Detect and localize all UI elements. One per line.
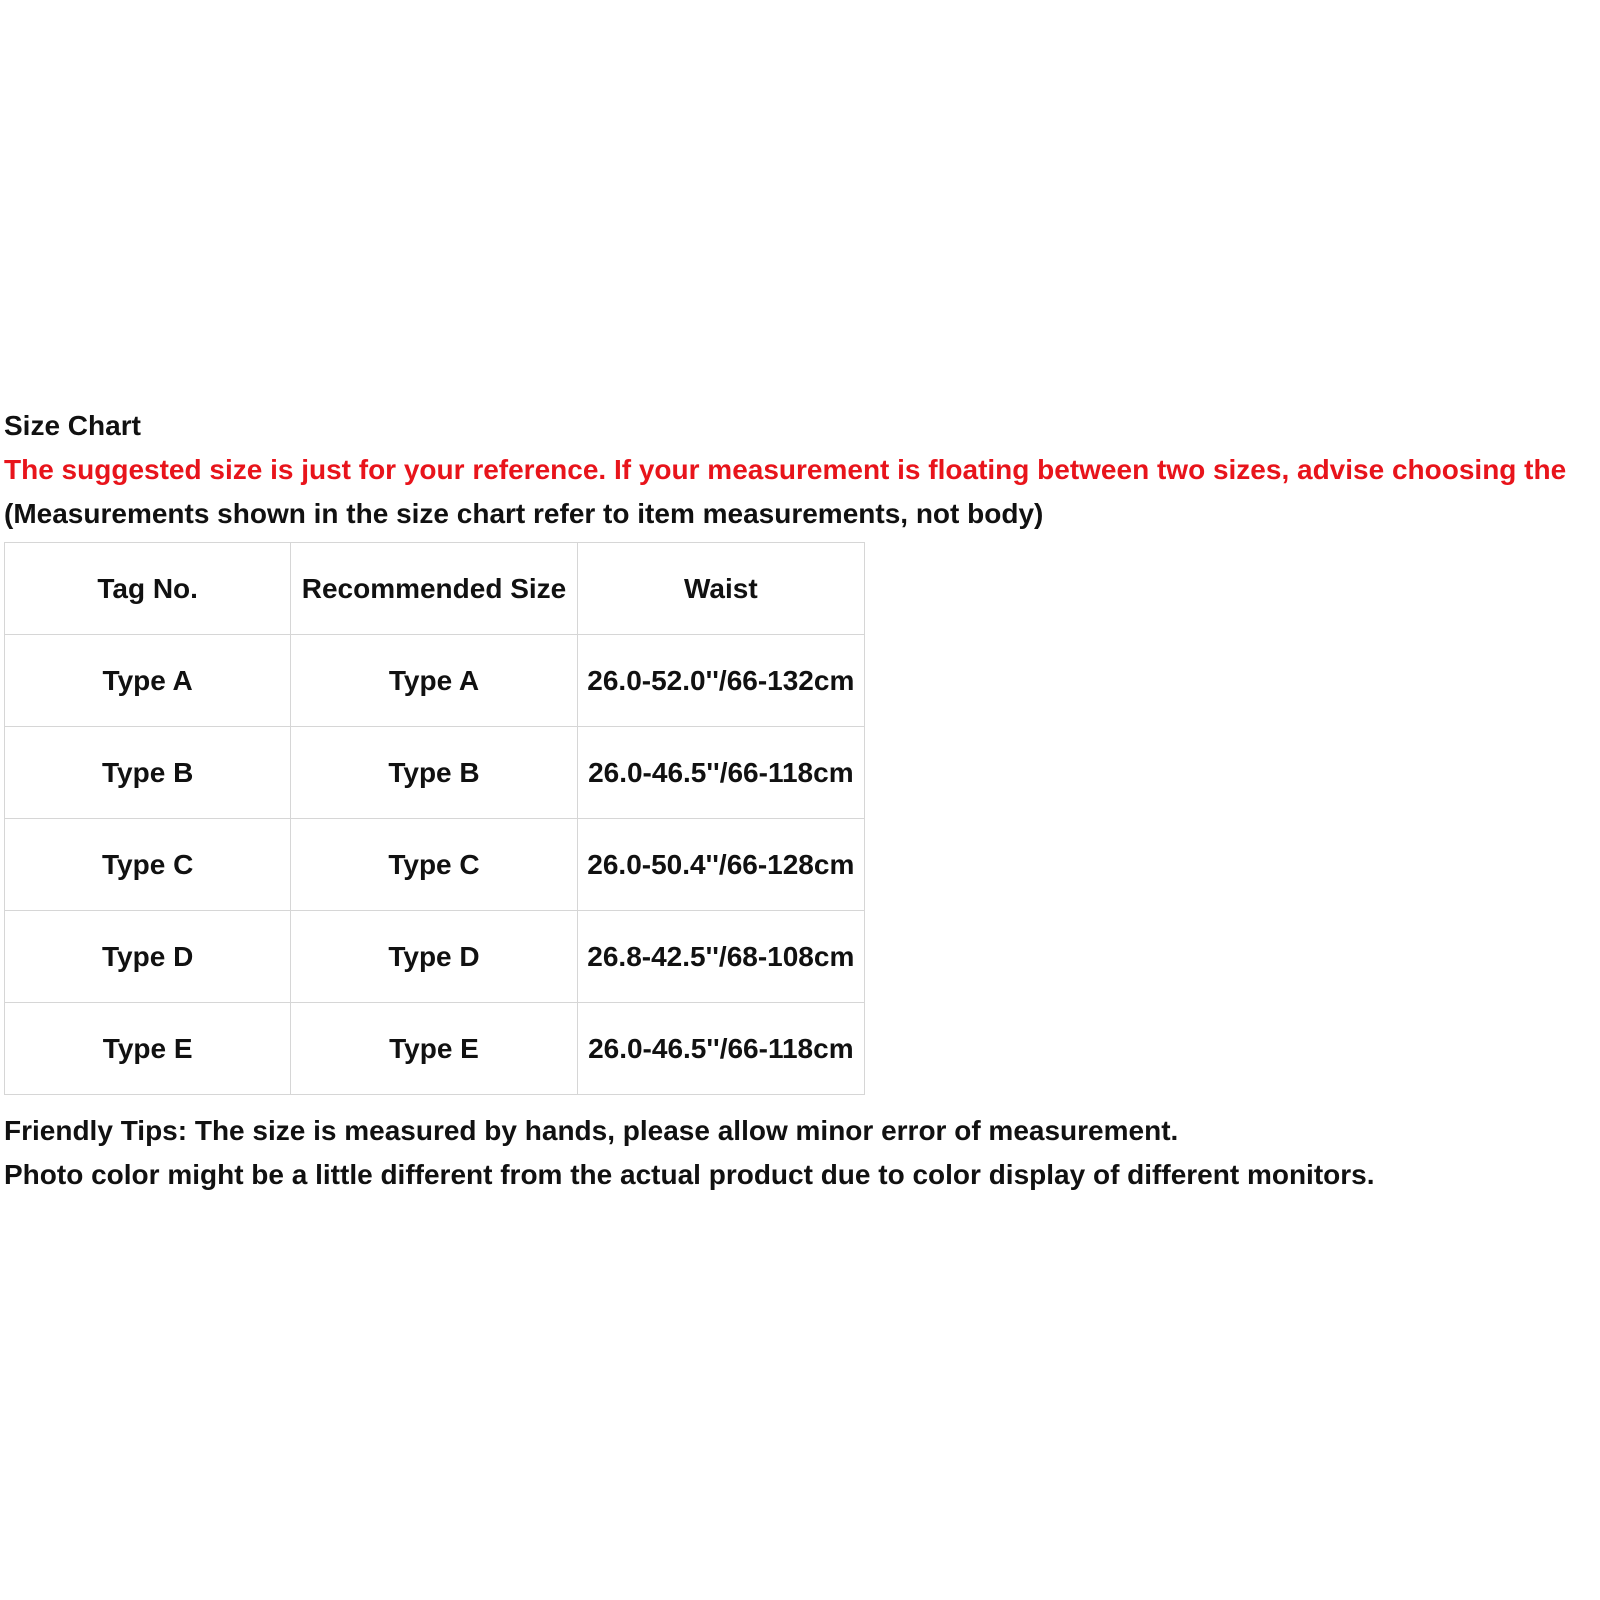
size-table bbox=[4, 542, 865, 1095]
header-waist: Waist bbox=[577, 543, 864, 635]
cell-recommended-size: Type D bbox=[291, 911, 577, 1003]
cell-tag-no: Type A bbox=[5, 635, 291, 727]
cell-recommended-size: Type E bbox=[291, 1003, 577, 1095]
cell-waist: 26.8-42.5''/68-108cm bbox=[577, 911, 864, 1003]
cell-recommended-size: Type A bbox=[291, 635, 577, 727]
size-notice: The suggested size is just for your reference. If your measurement is floating between two sizes, advise choosing the bbox=[4, 454, 1567, 485]
header-tag-no: Tag No. bbox=[5, 543, 291, 635]
table-row bbox=[5, 911, 865, 1003]
table-header-row bbox=[5, 543, 865, 635]
cell-tag-no: Type C bbox=[5, 819, 291, 911]
measurement-note: (Measurements shown in the size chart refer to item measurements, not body) bbox=[4, 498, 1044, 529]
cell-tag-no: Type D bbox=[5, 911, 291, 1003]
size-chart-section bbox=[4, 404, 1600, 1197]
table-row bbox=[5, 819, 865, 911]
table-row bbox=[5, 1003, 865, 1095]
header-recommended-size: Recommended Size bbox=[291, 543, 577, 635]
cell-recommended-size: Type B bbox=[291, 727, 577, 819]
cell-waist: 26.0-46.5''/66-118cm bbox=[577, 727, 864, 819]
cell-waist: 26.0-46.5''/66-118cm bbox=[577, 1003, 864, 1095]
table-row bbox=[5, 635, 865, 727]
cell-waist: 26.0-50.4''/66-128cm bbox=[577, 819, 864, 911]
friendly-tips bbox=[4, 1109, 1600, 1197]
cell-recommended-size: Type C bbox=[291, 819, 577, 911]
table-row bbox=[5, 727, 865, 819]
cell-tag-no: Type B bbox=[5, 727, 291, 819]
tip-measurement: Friendly Tips: The size is measured by hands, please allow minor error of measurement. bbox=[4, 1115, 1179, 1146]
page-title: Size Chart bbox=[4, 410, 141, 441]
tip-color: Photo color might be a little different from the actual product due to color display of different monitors. bbox=[4, 1159, 1375, 1190]
cell-waist: 26.0-52.0''/66-132cm bbox=[577, 635, 864, 727]
cell-tag-no: Type E bbox=[5, 1003, 291, 1095]
